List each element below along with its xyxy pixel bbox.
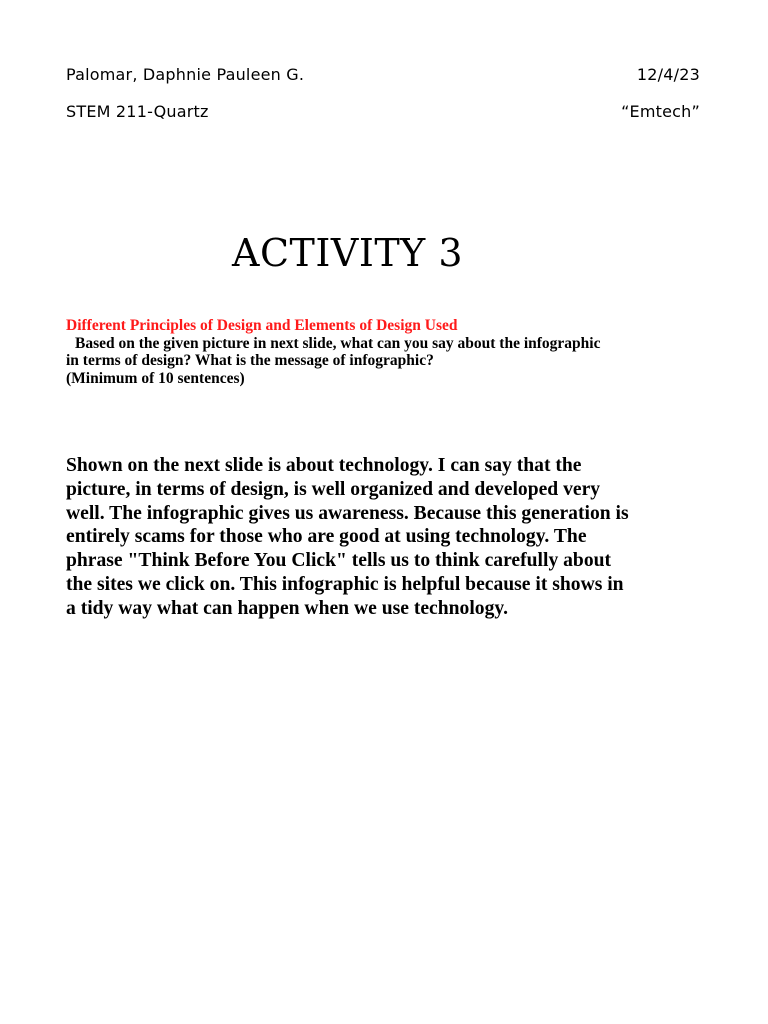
student-name: Palomar, Daphnie Pauleen G.: [66, 65, 305, 84]
instructions: [66, 317, 706, 387]
answer-line: picture, in terms of design, is well organized and developed very: [66, 478, 601, 500]
answer-line: Shown on the next slide is about technology. I can say that the: [66, 455, 582, 476]
answer-paragraph: [66, 454, 706, 621]
header-row-2: [66, 102, 700, 122]
instructions-line: in terms of design? What is the message of infographic?: [66, 352, 434, 369]
answer-line: phrase "Think Before You Click" tells us to think carefully about: [66, 550, 612, 572]
instructions-line: Based on the given picture in next slide, what can you say about the infographic: [75, 334, 601, 352]
answer-line: the sites we click on. This infographic is helpful because it shows in: [66, 573, 624, 595]
instructions-heading: Different Principles of Design and Elements of Design Used: [66, 317, 458, 334]
subject: “Emtech”: [621, 102, 700, 121]
answer-line: a tidy way what can happen when we use technology.: [66, 597, 508, 619]
date: 12/4/23: [636, 65, 700, 84]
answer-line: entirely scams for those who are good at using technology. The: [66, 526, 587, 548]
instructions-line: (Minimum of 10 sentences): [66, 369, 245, 387]
answer-line: well. The infographic gives us awareness. Because this generation is: [66, 502, 629, 524]
header-row-1: [66, 65, 700, 85]
class-section: STEM 211-Quartz: [66, 102, 209, 121]
page-title: ACTIVITY 3: [232, 231, 464, 275]
